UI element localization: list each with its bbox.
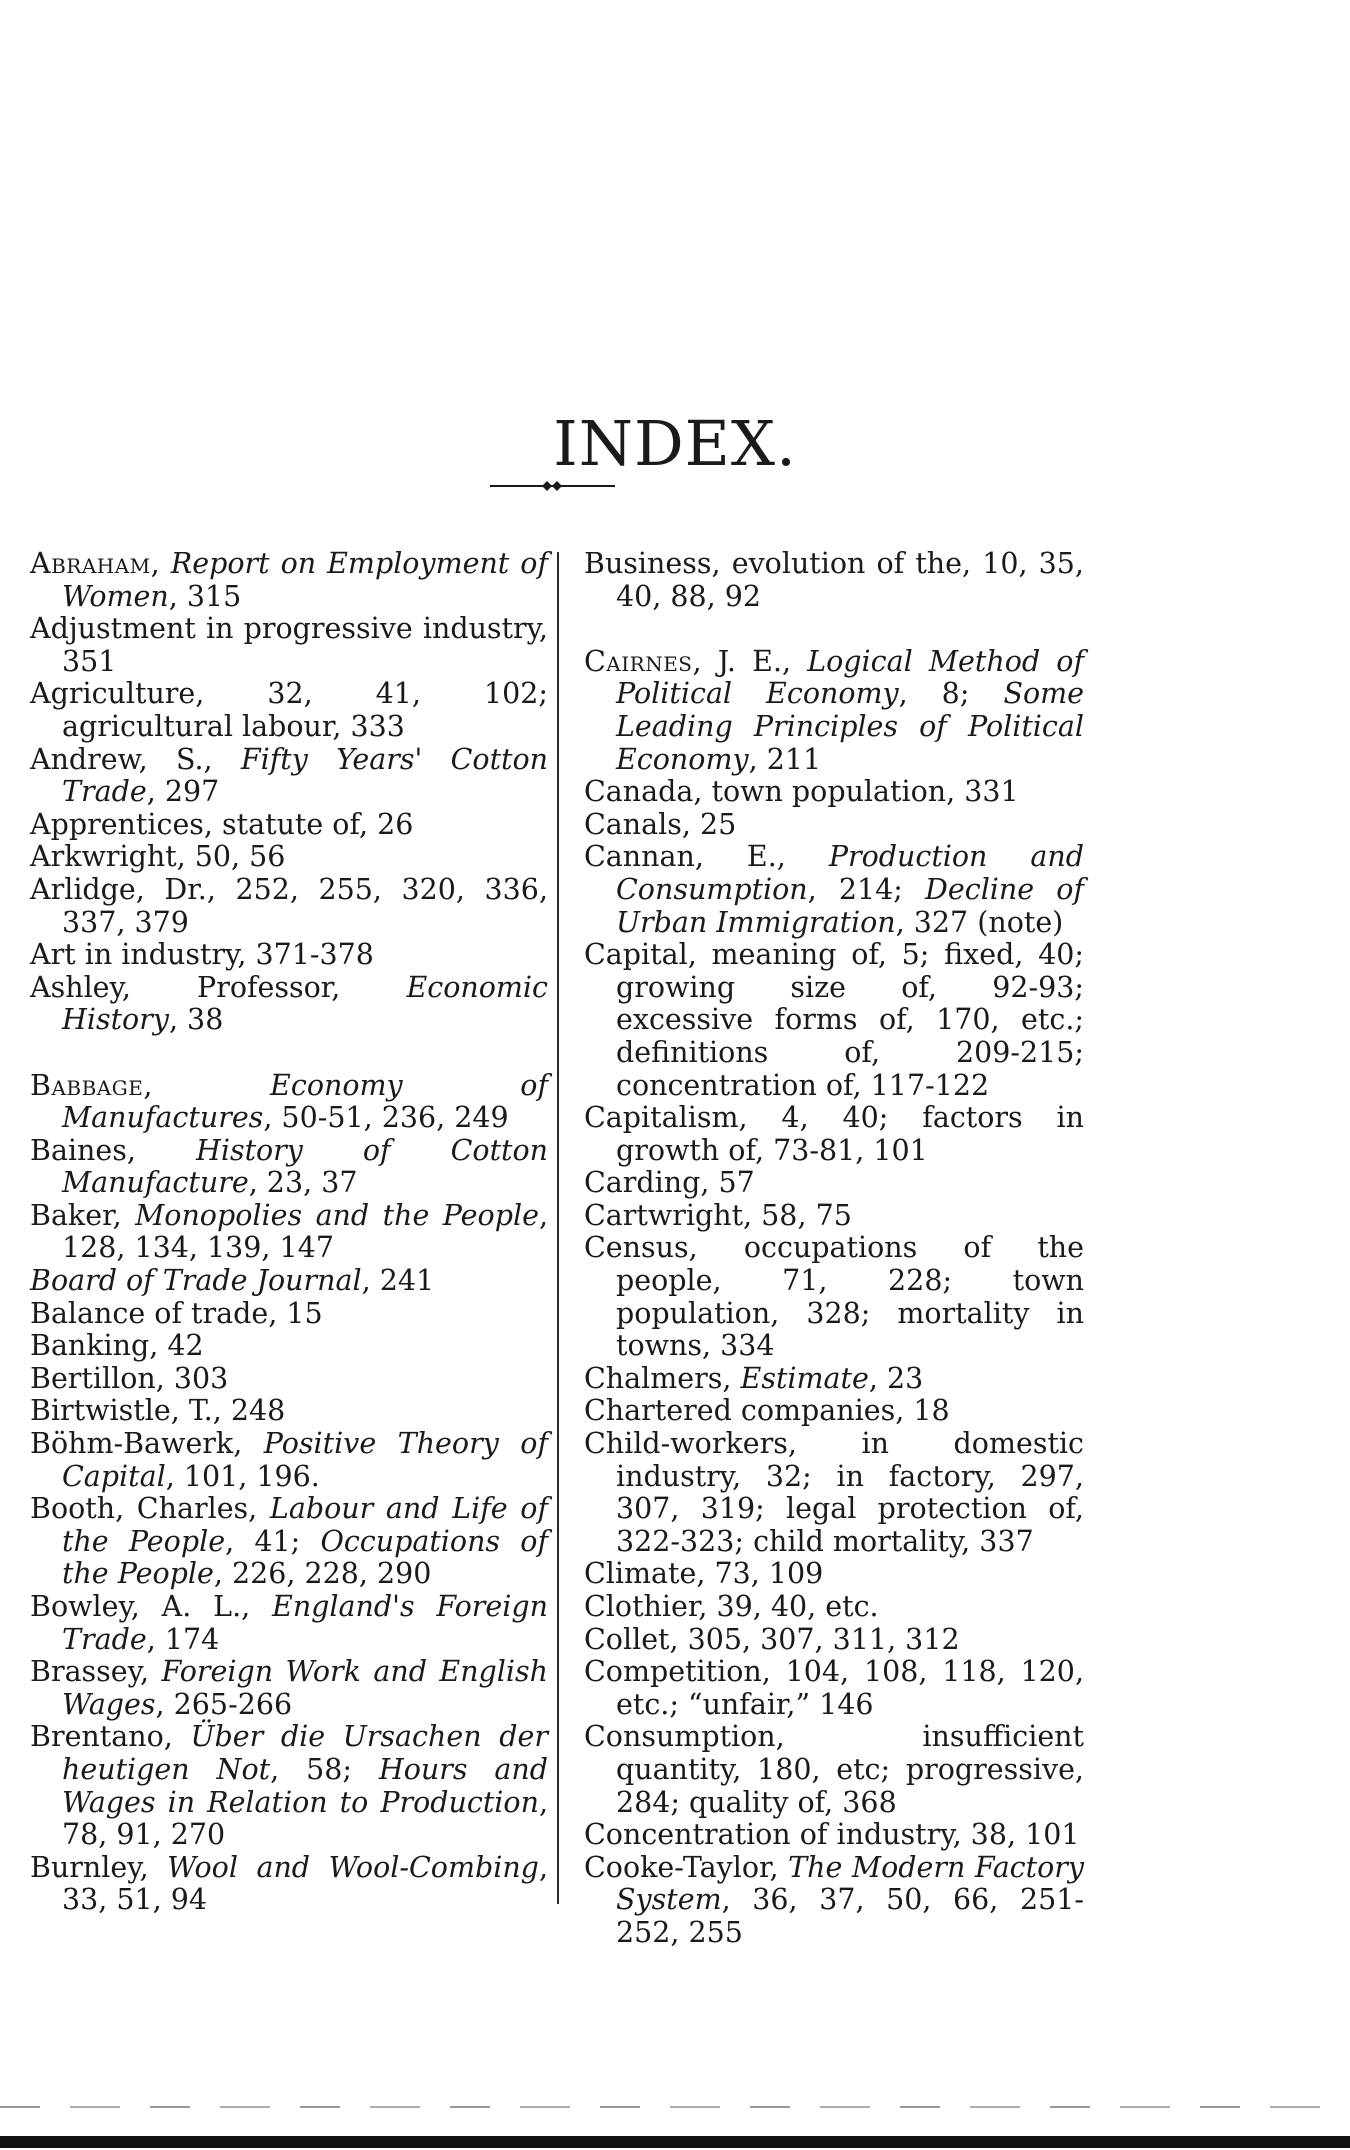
index-entry [30, 1200, 548, 1265]
entry-title-italic: Positive Theory of Capital [62, 1427, 548, 1493]
index-entry [30, 1591, 548, 1656]
index-entry [30, 972, 548, 1037]
index-entry [584, 1656, 1084, 1721]
entry-text: , 241 [361, 1264, 435, 1298]
entry-title-italic: Report on Employment of Women [62, 547, 548, 613]
entry-text: Arlidge, Dr., 252, 255, 320, 336, 337, 379 [30, 872, 548, 939]
entry-text: Baines, [30, 1133, 196, 1167]
entry-title-italic: Production and Consumption [616, 840, 1084, 906]
entry-text: , 297 [146, 775, 220, 809]
index-entry [584, 1558, 1084, 1591]
index-entry [30, 1363, 548, 1396]
index-entry [30, 1298, 548, 1331]
entry-text: , 174 [146, 1622, 220, 1656]
entry-text: Brentano, [30, 1720, 191, 1754]
bottom-dashed-rule [0, 2106, 1350, 2108]
entry-text: , 128, 134, 139, 147 [62, 1198, 548, 1265]
index-entry [30, 678, 548, 743]
index-entry [30, 1656, 548, 1721]
entry-text: , 226, 228, 290 [213, 1557, 432, 1591]
entry-text: Apprentices, statute of, 26 [30, 807, 414, 841]
entry-text: , [143, 1068, 271, 1102]
entry-title-italic: Labour and Life of the People [62, 1492, 548, 1558]
index-entry [584, 1232, 1084, 1362]
index-entry [584, 1428, 1084, 1558]
index-entry [30, 613, 548, 678]
entry-title-italic: The Modern Factory System [616, 1850, 1084, 1917]
page-title: INDEX. [553, 406, 797, 480]
entry-heading: Babbage [30, 1068, 144, 1102]
entry-text: Brassey, [30, 1655, 162, 1689]
entry-text: , 23 [868, 1361, 924, 1395]
entry-text: Business, evolution of the, 10, 35, 40, 88, 92 [584, 547, 1084, 613]
index-entry [584, 1395, 1084, 1428]
index-entry [30, 1135, 548, 1200]
index-entry [30, 1721, 548, 1851]
index-entry [30, 1265, 548, 1298]
entry-text: Canals, 25 [584, 807, 737, 841]
index-entry [30, 939, 548, 972]
entry-text: Agriculture, 32, 41, 102; agricultural labour, 333 [30, 677, 548, 743]
index-entry [584, 1721, 1084, 1819]
bottom-scan-edge [0, 2136, 1350, 2148]
entry-title-italic: Board of Trade Journal [30, 1264, 362, 1298]
entry-title-italic: History of Cotton Manufacture [62, 1133, 548, 1200]
entry-text: Concentration of industry, 38, 101 [584, 1818, 1080, 1852]
index-entry [584, 1102, 1084, 1167]
entry-text: , 101, 196. [165, 1459, 320, 1493]
entry-title-italic: England's Foreign Trade [62, 1590, 548, 1656]
index-entry [584, 1167, 1084, 1200]
entry-text: , 78, 91, 270 [62, 1785, 548, 1852]
entry-text: , 265-266 [155, 1687, 293, 1721]
entry-text: , 41; [225, 1524, 321, 1558]
entry-title-italic: Foreign Work and English Wages [62, 1655, 548, 1721]
entry-text: Carding, 57 [584, 1166, 755, 1200]
entry-text: Bertillon, 303 [30, 1361, 229, 1395]
entry-title-italic: Economic History [62, 970, 548, 1037]
entry-text: Art in industry, 371-378 [30, 938, 374, 972]
entry-title-italic: Fifty Years' Cotton Trade [62, 742, 548, 809]
index-entry [584, 809, 1084, 842]
entry-text: , 58; [270, 1752, 379, 1786]
index-column-right [584, 548, 1084, 1950]
entry-title-italic: Über die Ursachen der heutigen Not [62, 1720, 548, 1786]
entry-text: Consumption, insufficient quantity, 180, etc; progressive, 284; quality of, 368 [584, 1720, 1084, 1819]
entry-text: Balance of trade, 15 [30, 1296, 323, 1330]
entry-text: Collet, 305, 307, 311, 312 [584, 1622, 960, 1656]
index-entry [30, 1395, 548, 1428]
entry-text: Böhm-Bawerk, [30, 1427, 264, 1461]
entry-heading: Cairnes [584, 644, 693, 678]
entry-text: Capital, meaning of, 5; fixed, 40; growing size of, 92-93; excessive forms of, 170, etc.; definitions of, 209-215; concentration of, 117-122 [584, 938, 1084, 1102]
entry-text: Cannan, E., [584, 840, 829, 874]
entry-text: , [150, 547, 171, 580]
entry-title-italic: Decline of Urban Immigration [616, 872, 1084, 939]
index-entry [30, 874, 548, 939]
index-entry [30, 744, 548, 809]
index-entry [30, 1330, 548, 1363]
entry-text: , 50-51, 236, 249 [263, 1101, 509, 1135]
entry-text: Climate, 73, 109 [584, 1557, 824, 1591]
index-entry [584, 646, 1084, 776]
entry-text: Ashley, Professor, [30, 970, 407, 1004]
entry-text: , 38 [168, 1003, 224, 1037]
index-entry [30, 841, 548, 874]
entry-text: Chartered companies, 18 [584, 1394, 950, 1428]
entry-text: Cartwright, 58, 75 [584, 1198, 852, 1232]
index-entry [584, 1200, 1084, 1233]
entry-text: , 211 [748, 742, 822, 776]
index-entry [584, 841, 1084, 939]
entry-text: Chalmers, [584, 1361, 741, 1395]
entry-text: Banking, 42 [30, 1329, 204, 1363]
title-ornament [490, 480, 615, 492]
entry-text: , 8; [898, 677, 1004, 711]
entry-text: Burnley, [30, 1850, 168, 1884]
entry-text: Capitalism, 4, 40; factors in growth of, 73-81, 101 [584, 1101, 1084, 1167]
index-entry [584, 776, 1084, 809]
entry-text: Baker, [30, 1198, 136, 1232]
entry-text: Clothier, 39, 40, etc. [584, 1590, 879, 1623]
index-entry [584, 548, 1084, 613]
entry-text: , 327 (note) [895, 905, 1064, 939]
entry-text: , 23, 37 [248, 1166, 358, 1200]
entry-text: , 36, 37, 50, 66, 251-252, 255 [616, 1883, 1084, 1949]
entry-text: Child-workers, in domestic industry, 32; in factory, 297, 307, 319; legal protection of, 322-323; child mortality, 337 [584, 1427, 1084, 1558]
column-divider [557, 552, 559, 1904]
entry-text: Cooke-Taylor, [584, 1850, 789, 1884]
entry-heading: Abraham [30, 547, 151, 580]
index-entry [584, 939, 1084, 1102]
index-entry [30, 1493, 548, 1591]
entry-text: Canada, town population, 331 [584, 775, 1019, 809]
entry-text: , 33, 51, 94 [62, 1850, 548, 1917]
index-entry [30, 1428, 548, 1493]
entry-title-italic: Estimate [740, 1361, 869, 1395]
entry-title-italic: Hours and Wages in Relation to Production [62, 1752, 549, 1819]
entry-title-italic: Occupations of the People [62, 1524, 548, 1591]
index-entry [30, 809, 548, 842]
entry-text: Booth, Charles, [30, 1492, 270, 1526]
entry-text: , 315 [168, 579, 242, 613]
index-entry [30, 1070, 548, 1135]
index-entry [30, 1852, 548, 1917]
index-entry [584, 1852, 1084, 1950]
entry-text: , J. E., [692, 644, 808, 678]
index-entry [584, 1624, 1084, 1657]
entry-title-italic: Some Leading Principles of Political Economy [616, 677, 1085, 776]
index-entry [584, 1819, 1084, 1852]
index-entry [30, 548, 548, 613]
index-column-left [30, 548, 548, 1917]
entry-text: Census, occupations of the people, 71, 228; town population, 328; mortality in towns, 334 [584, 1231, 1084, 1363]
index-entry [584, 1591, 1084, 1624]
entry-title-italic: Logical Method of Political Economy [616, 644, 1084, 711]
index-entry [584, 1363, 1084, 1396]
entry-text: Andrew, S., [30, 742, 241, 776]
entry-text: Bowley, A. L., [30, 1590, 273, 1623]
entry-text: Adjustment in progressive industry, 351 [30, 612, 548, 678]
entry-text: , 214; [807, 872, 926, 906]
entry-text: Competition, 104, 108, 118, 120, etc.; “unfair,” 146 [584, 1655, 1084, 1721]
entry-title-italic: Economy of Manufactures [62, 1068, 548, 1135]
entry-text: Arkwright, 50, 56 [30, 840, 286, 874]
entry-text: Birtwistle, T., 248 [30, 1394, 286, 1428]
entry-title-italic: Monopolies and the People [135, 1198, 539, 1232]
entry-title-italic: Wool and Wool-Combing [167, 1850, 539, 1884]
